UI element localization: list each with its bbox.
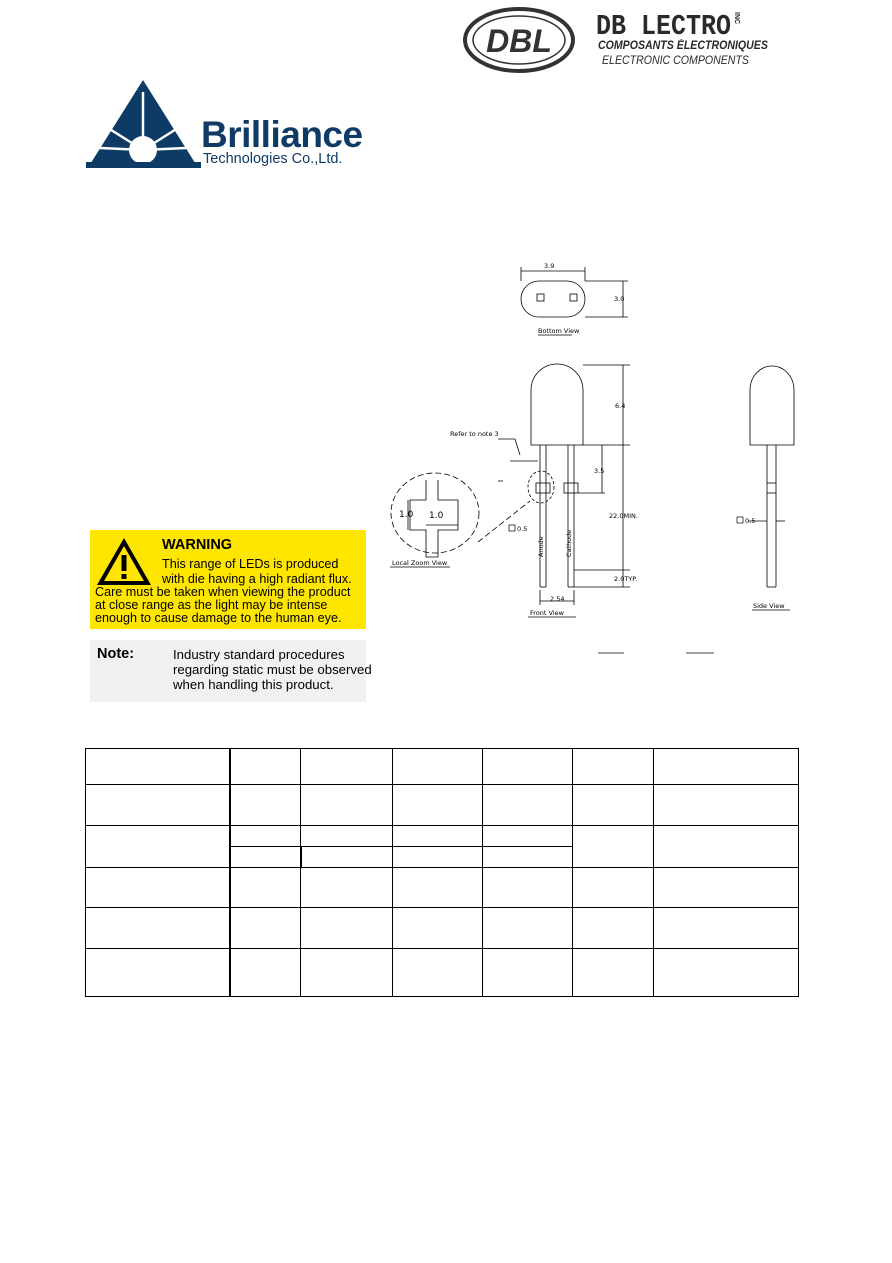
table-cell: [654, 749, 799, 785]
brilliance-subtitle: Technologies Co.,Ltd.: [203, 151, 343, 167]
table-row: [86, 825, 799, 846]
table-cell: [654, 948, 799, 996]
table-cell: [654, 825, 799, 867]
table-cell: [573, 948, 654, 996]
table-cell: [393, 785, 483, 825]
table-row: [86, 785, 799, 825]
table-cell: [573, 825, 654, 867]
note-line: Industry standard procedures: [173, 647, 345, 662]
warning-line: This range of LEDs is produced: [162, 557, 339, 571]
table-cell: [573, 908, 654, 948]
warning-line: with die having a high radiant flux.: [162, 572, 352, 586]
table-cell: [301, 749, 393, 785]
dblectro-tagline-fr: COMPOSANTS ÉLECTRONIQUES: [598, 40, 768, 52]
table-cell: [393, 846, 483, 867]
table-cell: [393, 867, 483, 907]
front-view-label: Front View: [530, 609, 564, 617]
table-cell: [86, 785, 230, 825]
dim-lead-length: 22.0MIN.: [609, 512, 638, 520]
table-cell: [483, 908, 573, 948]
cathode-label: Cathode: [565, 529, 573, 557]
dim-lead-square: 0.5: [517, 525, 528, 533]
table-cell: [301, 948, 393, 996]
warning-line: Care must be taken when viewing the product: [95, 585, 351, 599]
led-dimension-drawing: [380, 255, 860, 675]
side-view-body: [750, 366, 794, 445]
zoom-dim-h: 1.0: [429, 511, 444, 521]
table-cell: [86, 908, 230, 948]
bottom-view-label: Bottom View: [538, 327, 580, 335]
warning-line: at close range as the light may be intense: [95, 598, 328, 612]
table-cell: [483, 867, 573, 907]
spec-table: [85, 748, 799, 997]
front-view-body: [531, 364, 583, 445]
brilliance-logo-mark: [86, 78, 201, 170]
table-cell: [654, 908, 799, 948]
dblectro-inc: INC: [733, 12, 740, 25]
table-cell: [230, 867, 301, 907]
table-cell: [230, 908, 301, 948]
warning-triangle-icon: [95, 536, 153, 588]
table-cell: [86, 948, 230, 996]
table-row: [86, 908, 799, 948]
dim-typ: 2.0TYP.: [614, 575, 638, 583]
refer-note-label: Refer to note 3: [450, 430, 499, 438]
table-row: [86, 867, 799, 907]
dim-width: 3.9: [544, 262, 555, 270]
table-cell: [483, 948, 573, 996]
table-cell: [654, 867, 799, 907]
dim-lead-square-side: 0.5: [745, 517, 756, 525]
table-cell: [86, 867, 230, 907]
table-cell: [230, 825, 301, 846]
dim-depth: 3.0: [614, 295, 625, 303]
table-cell: [573, 867, 654, 907]
table-row: [86, 948, 799, 996]
table-cell: [230, 785, 301, 825]
table-cell: [393, 825, 483, 846]
dim-stand: 3.5: [594, 467, 605, 475]
table-cell: [483, 749, 573, 785]
dbl-logo: [462, 6, 577, 74]
table-cell: [230, 749, 301, 785]
table-cell: [301, 846, 393, 867]
dim-body-height: 6.4: [615, 402, 626, 410]
side-view-label: Side View: [753, 602, 785, 610]
table-cell: [483, 825, 573, 846]
table-row: [86, 749, 799, 785]
dblectro-tagline-en: ELECTRONIC COMPONENTS: [602, 55, 749, 67]
dbl-logo-text: DBL: [486, 23, 552, 59]
table-cell: [86, 825, 230, 867]
table-cell: [230, 948, 301, 996]
table-cell: [301, 825, 393, 846]
dim-pitch: 2.54: [550, 595, 565, 603]
table-cell: [301, 785, 393, 825]
table-cell: [393, 948, 483, 996]
note-label: Note:: [97, 646, 135, 662]
brilliance-name: Brilliance: [201, 114, 363, 155]
table-cell: [654, 785, 799, 825]
note-line: regarding static must be observed: [173, 662, 372, 677]
local-zoom-view-label: Local Zoom View: [392, 559, 448, 567]
table-cell: [393, 908, 483, 948]
anode-label: Anode: [537, 536, 545, 557]
bottom-view-outline: [521, 281, 585, 317]
table-cell: [86, 749, 230, 785]
table-cell: [393, 749, 483, 785]
note-line: when handling this product.: [173, 677, 334, 692]
table-cell: [483, 785, 573, 825]
zoom-dim-v: 1.0: [399, 510, 414, 520]
table-cell: [301, 867, 393, 907]
table-cell: [573, 749, 654, 785]
warning-title: WARNING: [162, 537, 233, 553]
warning-line: enough to cause damage to the human eye.: [95, 611, 342, 625]
table-cell: [573, 785, 654, 825]
table-cell: [301, 908, 393, 948]
table-cell: [230, 846, 301, 867]
dblectro-name: DB LECTRO: [596, 10, 732, 44]
table-cell: [483, 846, 573, 867]
